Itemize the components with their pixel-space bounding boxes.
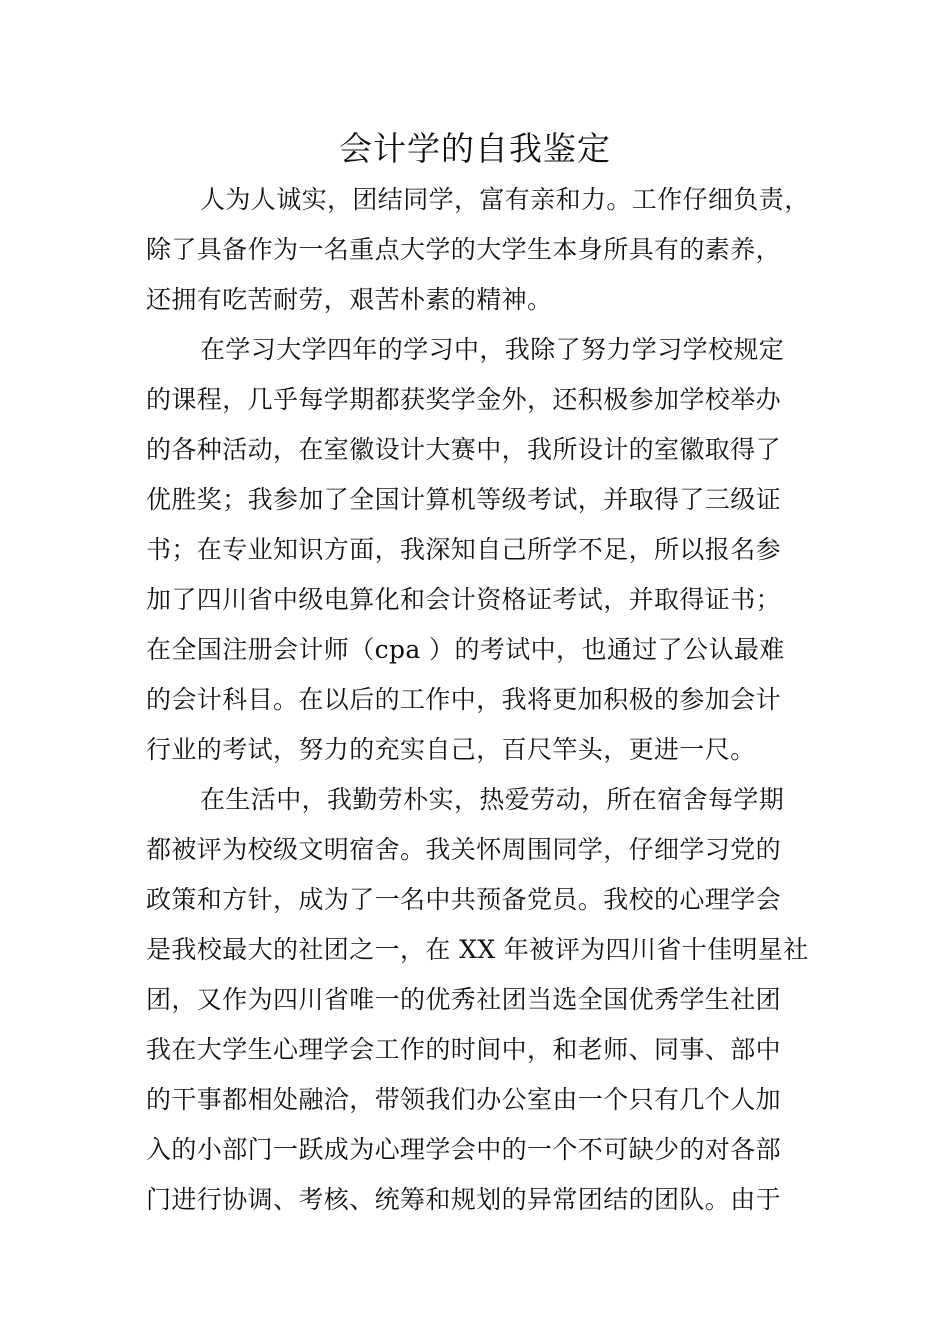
text-line: 优胜奖；我参加了全国计算机等级考试，并取得了三级证 [146, 485, 782, 514]
text-line: 除了具备作为一名重点大学的大学生本身所具有的素养， [146, 235, 782, 264]
text-line: 是我校最大的社团之一，在 XX 年被评为四川省十佳明星社 [146, 935, 809, 964]
text-line: 门进行协调、考核、统筹和规划的异常团结的团队。由于 [146, 1185, 782, 1214]
text-line: 政策和方针，成为了一名中共预备党员。我校的心理学会 [146, 885, 782, 914]
text-line: 入的小部门一跃成为心理学会中的一个不可缺少的对各部 [146, 1135, 782, 1164]
text-line: 人为人诚实，团结同学，富有亲和力。工作仔细负责， [200, 185, 810, 214]
text-line: 在学习大学四年的学习中，我除了努力学习学校规定 [200, 335, 785, 364]
document-body [146, 175, 814, 1225]
text-line: 的干事都相处融洽，带领我们办公室由一个只有几个人加 [146, 1085, 782, 1114]
text-line: 团，又作为四川省唯一的优秀社团当选全国优秀学生社团 [146, 985, 782, 1014]
text-line: 的课程，几乎每学期都获奖学金外，还积极参加学校举办 [146, 385, 782, 414]
paragraph-2 [146, 325, 814, 775]
text-line: 我在大学生心理学会工作的时间中，和老师、同事、部中 [146, 1035, 782, 1064]
document-title: 会计学的自我鉴定 [339, 129, 611, 168]
paragraph-3 [146, 775, 814, 1225]
text-line: 的会计科目。在以后的工作中，我将更加积极的参加会计 [146, 685, 782, 714]
text-line: 行业的考试，努力的充实自己，百尺竿头，更进一尺。 [146, 735, 756, 764]
text-line: 都被评为校级文明宿舍。我关怀周围同学，仔细学习党的 [146, 835, 782, 864]
text-line: 在生活中，我勤劳朴实，热爱劳动，所在宿舍每学期 [200, 785, 785, 814]
text-line: 的各种活动，在室徽设计大赛中，我所设计的室徽取得了 [146, 435, 782, 464]
text-line: 还拥有吃苦耐劳，艰苦朴素的精神。 [146, 285, 553, 314]
text-line: 加了四川省中级电算化和会计资格证考试，并取得证书； [146, 585, 782, 614]
text-line: 书；在专业知识方面，我深知自己所学不足，所以报名参 [146, 535, 782, 564]
text-line: 在全国注册会计师（cpa ）的考试中，也通过了公认最难 [146, 635, 785, 664]
paragraph-1 [146, 175, 814, 325]
